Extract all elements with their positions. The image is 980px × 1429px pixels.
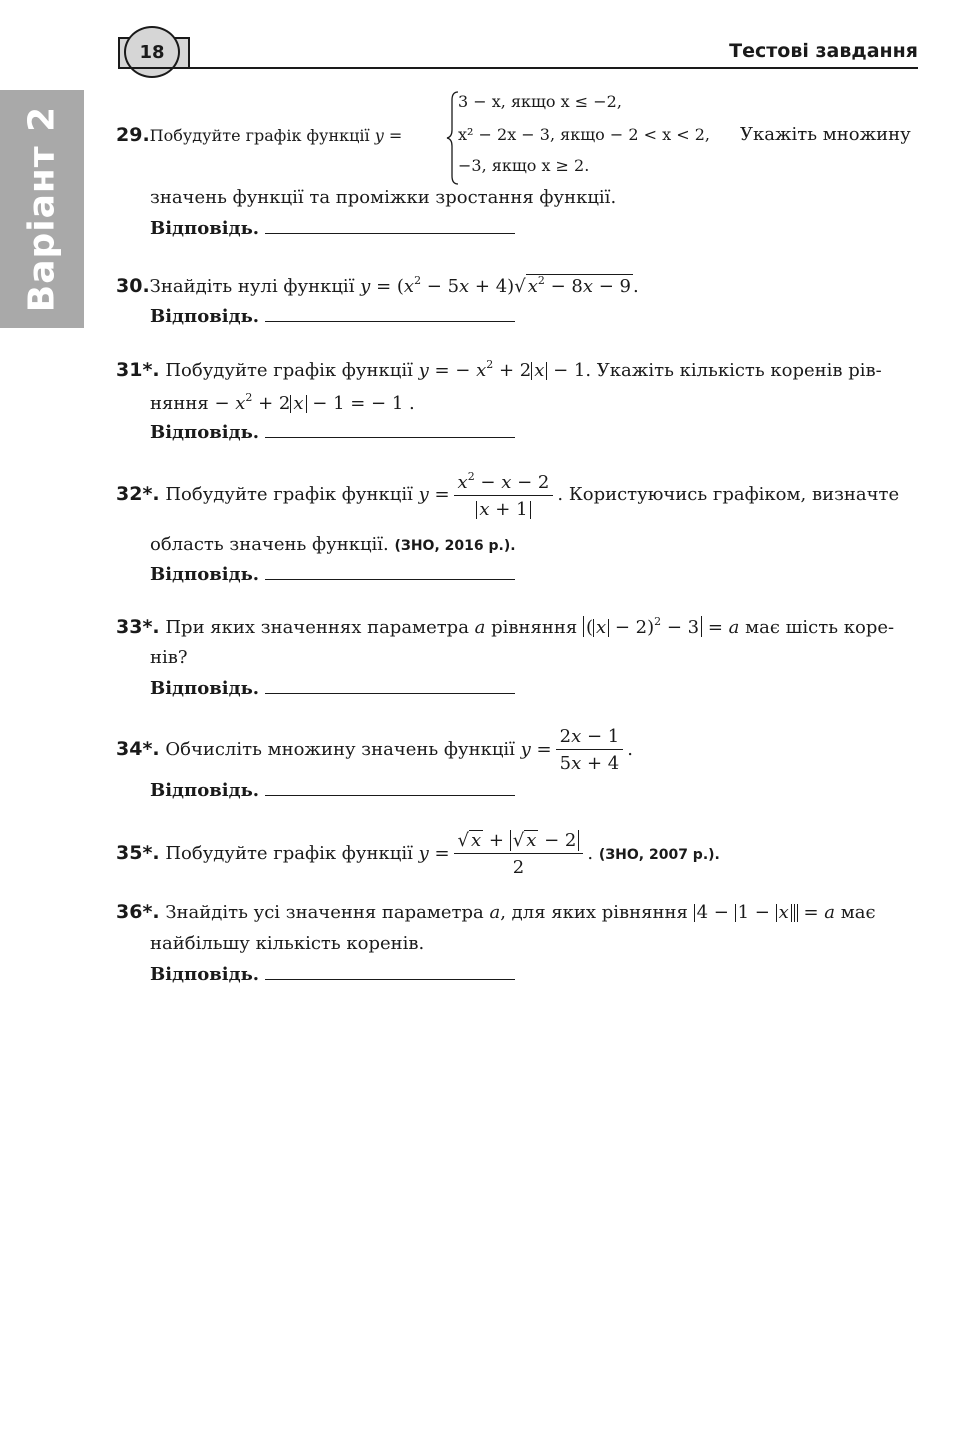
task-text: Побудуйте графік функції [165, 484, 419, 505]
answer-blank[interactable] [265, 781, 515, 796]
answer-line: Відповідь. [150, 564, 515, 585]
piecewise-line-1: 3 − x, якщо x ≤ −2, [458, 92, 622, 111]
task-30 [116, 274, 639, 297]
task-text: Побудуйте графік функції [149, 126, 375, 145]
task-number: 31*. [116, 359, 160, 381]
page-number: 18 [124, 26, 180, 78]
answer-blank[interactable] [265, 565, 515, 580]
math-expression: y = − $x^2 + 2$ x − 1 [418, 358, 586, 381]
math-expression: y = $\frac{2x - 1}{5x + 4}$ . [520, 726, 633, 774]
task-text: Побудуйте графік функції [165, 843, 419, 864]
math-expression: $y = (x^2 - 5x + 4)√$ $x^2 - 8x - 9$ . [360, 274, 639, 297]
task-number: 34*. [116, 738, 160, 760]
task-32 [116, 470, 899, 520]
task-text-after: . Користуючись графіком, визначте [557, 484, 900, 505]
task-text-after: має [840, 902, 876, 923]
task-number: 35*. [116, 842, 160, 864]
task-29 [116, 124, 402, 146]
math-expression: y = [374, 126, 403, 145]
answer-blank[interactable] [265, 307, 515, 322]
task-number: 33*. [116, 616, 160, 638]
task-continuation: нів? [150, 647, 188, 668]
piecewise-line-2: x² − 2x − 3, якщо − 2 < x < 2, [458, 125, 710, 144]
header-rule [118, 67, 918, 69]
task-number: 29. [116, 124, 150, 146]
answer-line: Відповідь. [150, 964, 515, 985]
task-continuation: значень функції та проміжки зростання функції. [150, 187, 617, 208]
task-text-after: . Укажіть кількість коренів рів- [585, 360, 882, 381]
task-text-after: Укажіть множину [740, 124, 911, 145]
answer-line: Відповідь. [150, 780, 515, 801]
answer-blank[interactable] [265, 219, 515, 234]
source-note: (ЗНО, 2007 р.). [598, 847, 720, 863]
task-continuation: няння − $x^2 + 2$ x − 1 = − 1 . [150, 391, 415, 414]
task-36: 36*. Знайдіть усі значення параметра a, для яких рівняння 4 − 1 − x = a має [116, 901, 876, 923]
task-35 [116, 830, 720, 878]
task-text: Обчисліть множину значень функції [165, 739, 521, 760]
task-text: При яких значеннях параметра [165, 617, 475, 638]
task-text-after: має шість коре- [745, 617, 895, 638]
piecewise-line-3: −3, якщо x ≥ 2. [458, 156, 590, 175]
task-number: 36*. [116, 901, 160, 923]
answer-line: Відповідь. [150, 422, 515, 443]
task-34 [116, 726, 633, 774]
answer-line: Відповідь. [150, 678, 515, 699]
task-33: 33*. При яких значеннях параметра a рівняння ( x − 2)$^2$ − 3 = a має шість коре- [116, 615, 895, 638]
task-number: 32*. [116, 483, 160, 505]
answer-blank[interactable] [265, 423, 515, 438]
task-text: Знайдіть нулі функції [149, 276, 361, 297]
answer-blank[interactable] [265, 965, 515, 980]
math-expression: ( x − 2)$^2$ − 3 = a [583, 617, 739, 638]
answer-line: Відповідь. [150, 306, 515, 327]
answer-blank[interactable] [265, 679, 515, 694]
side-tab-label: Варіант 2 [21, 105, 63, 313]
task-number: 30. [116, 275, 150, 297]
task-continuation: найбільшу кількість коренів. [150, 933, 425, 954]
source-note: (ЗНО, 2016 р.). [394, 538, 516, 554]
math-expression: y = $\frac{x^2 - x - 2}{x + 1}$ [419, 484, 558, 505]
task-text: Знайдіть усі значення параметра [165, 902, 490, 923]
task-text: Побудуйте графік функції [165, 360, 419, 381]
task-31 [116, 358, 882, 381]
task-continuation: область значень функції. (ЗНО, 2016 р.). [150, 534, 516, 555]
math-expression: y = $\frac{√ x + √ x - 2}{2}$ . [418, 830, 594, 878]
math-expression: − $x^2 + 2$ x − 1 = − 1 . [214, 391, 415, 414]
answer-line: Відповідь. [150, 218, 515, 239]
page-title: Тестові завдання [729, 40, 918, 62]
math-expression: 4 − 1 − x = a [694, 902, 835, 923]
